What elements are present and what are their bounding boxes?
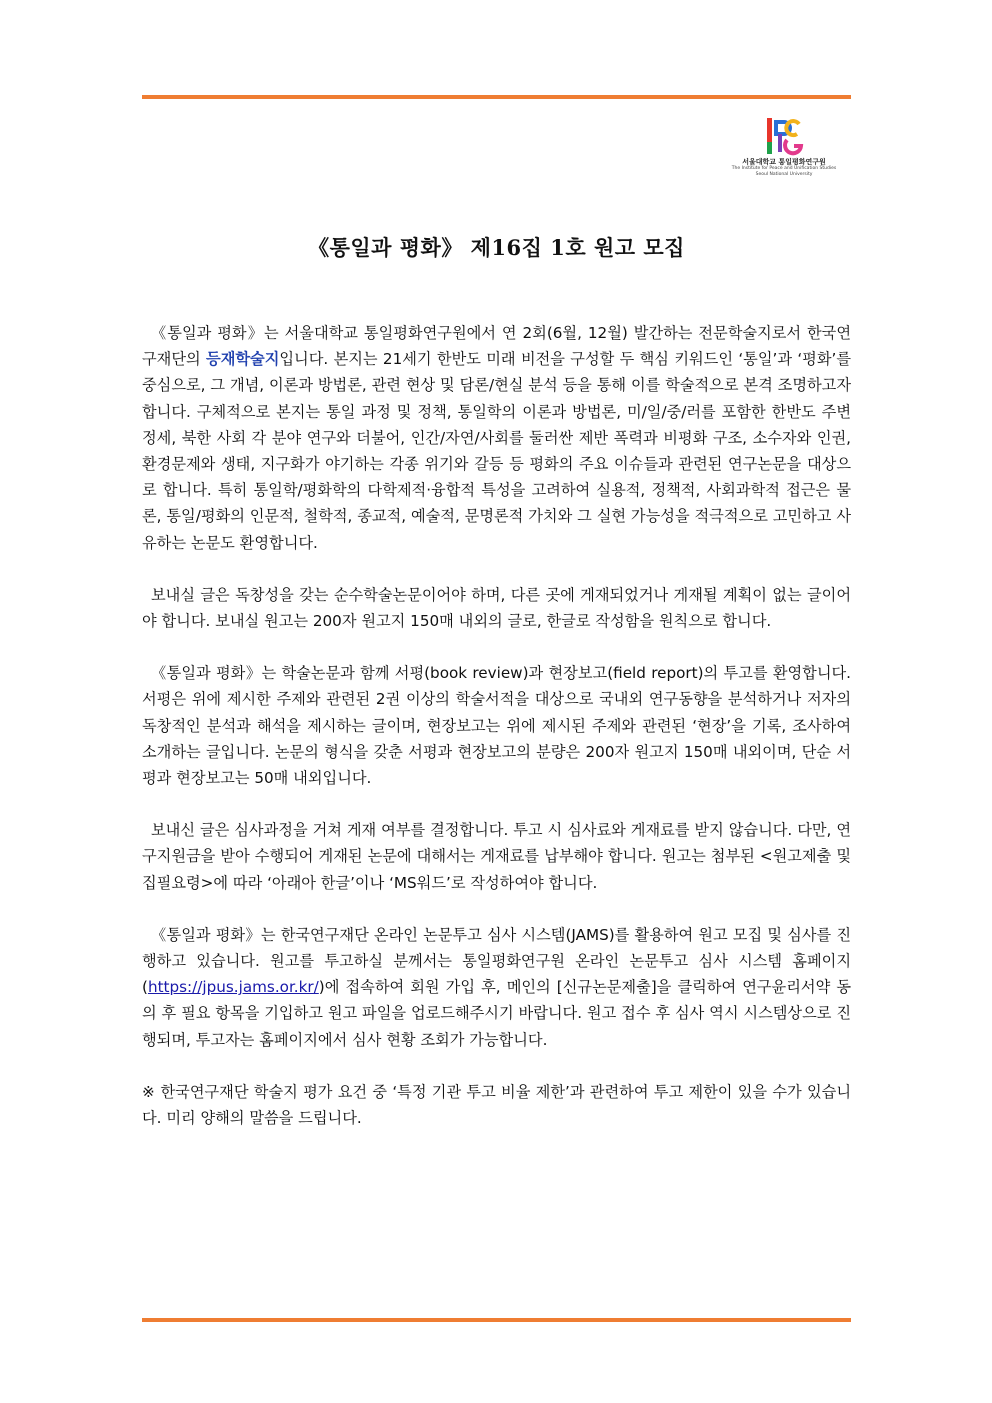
top-divider — [142, 95, 851, 99]
paragraph-review-process: 보내신 글은 심사과정을 거쳐 게재 여부를 결정합니다. 투고 시 심사료와 게재료를 받지 않습니다. 다만, 연구지원금을 받아 수행되어 게재된 논문에 대해서는 게재료를 납부해야 합니다. 원고는 첨부된 <원고제출 및 집필요령>에 따라 ‘아래아 한글’이나 ‘MS워드’로 작성하여야 합니다. — [142, 821, 851, 892]
logo-name-english: The Institute for Peace and Unification Studies — [731, 166, 837, 171]
logo-name-korean: 서울대학교 통일평화연구원 — [742, 158, 826, 166]
jams-link[interactable]: https://jpus.jams.or.kr/ — [147, 978, 319, 997]
paragraph-intro — [142, 320, 851, 556]
accredited-journal-highlight: 등재학술지 — [206, 350, 280, 369]
paragraph-originality: 보내실 글은 독창성을 갖는 순수학술논문이어야 하며, 다른 곳에 게재되었거나 게재될 계획이 없는 글이어야 합니다. 보내실 원고는 200자 원고지 150매 내외의 글로, 한글로 작성함을 원칙으로 합니다. — [142, 585, 851, 631]
logo-mark-icon — [761, 114, 807, 158]
logo-university: Seoul National University — [755, 171, 813, 177]
jams-text-a: 《통일과 평화》는 한국연구재단 온라인 논문투고 심사 시스템(JAMS)를 활용하여 원고 모집 및 심사를 진행하고 있습니다. 원고를 투고하실 분께서는 통일평화연구원 온라인 논문투고 심사 시스템 홈페이지( — [142, 925, 851, 997]
jams-text-b: )에 접속하여 회원 가입 후, 메인의 [신규논문제출]을 클릭하여 연구윤리서약 동의 후 필요 항목을 기입하고 원고 파일을 업로드해주시기 바랍니다. 원고 접수 후 심사 역시 시스템상으로 진행되며, 투고자는 홈페이지에서 심사 현황 조회가 가능합니다. — [142, 978, 851, 1049]
paragraph-reviews: 《통일과 평화》는 학술논문과 함께 서평(book review)과 현장보고(field report)의 투고를 환영합니다. 서평은 위에 제시한 주제와 관련된 2권 이상의 학술서적을 대상으로 국내외 연구동향을 분석하거나 저자의 독창적인 분석과 해석을 제시하는 글이며, 현장보고는 위에 제시된 주제와 관련된 ‘현장’을 기록, 조사하여 소개하는 글입니다. 논문의 형식을 갖춘 서평과 현장보고의 분량은 200자 원고지 150매 내외이며, 단순 서평과 현장보고는 50매 내외입니다. — [142, 664, 851, 788]
page-title: 《통일과 평화》 제16집 1호 원고 모집 — [308, 235, 685, 260]
document-body — [142, 320, 851, 1131]
paragraph-jams — [142, 922, 851, 1053]
intro-text-b: 입니다. 본지는 21세기 한반도 미래 비전을 구성할 두 핵심 키워드인 ‘통일’과 ‘평화’를 중심으로, 그 개념, 이론과 방법론, 관련 현상 및 담론/현실 분석 등을 통해 이를 학술적으로 본격 조명하고자 합니다. 구체적으로 본지는 통일 과정 및 정책, 통일학의 이론과 방법론, 미/일/중/러를 포함한 한반도 주변 정세, 북한 사회 각 분야 연구와 더불어, 인간/자연/사회를 둘러싼 제반 폭력과 비평화 구조, 소수자와 인권, 환경문제와 생태, 지구화가 야기하는 각종 위기와 갈등 등 평화의 주요 이슈들과 관련된 연구논문을 대상으로 합니다. 특히 통일학/평화학의 다학제적·융합적 특성을 고려하여 실용적, 정책적, 사회과학적 접근은 물론, 통일/평화의 인문적, 철학적, 종교적, 예술적, 문명론적 가치와 그 실현 가능성을 적극적으로 고민하고 사유하는 논문도 환영합니다. — [142, 350, 852, 552]
intro-text-a: 《통일과 평화》는 서울대학교 통일평화연구원에서 연 2회(6월, 12월) 발간하는 전문학술지로서 한국연구재단의 — [142, 324, 851, 369]
institute-logo — [722, 114, 846, 184]
notice-paragraph: ※ 한국연구재단 학술지 평가 요건 중 ‘특정 기관 투고 비율 제한’과 관련하여 투고 제한이 있을 수가 있습니다. 미리 양해의 말씀을 드립니다. — [142, 1082, 851, 1128]
bottom-divider — [142, 1318, 851, 1322]
